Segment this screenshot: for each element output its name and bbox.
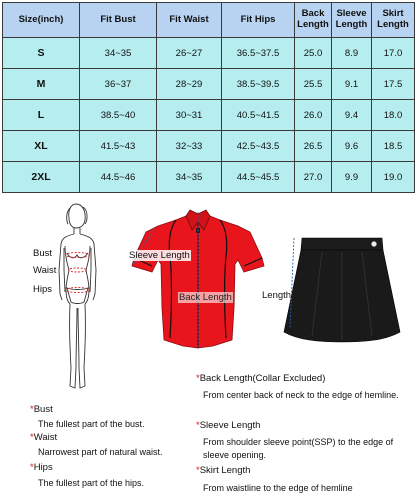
black-skirt-figure [282, 232, 416, 352]
body-outline-figure [50, 198, 120, 396]
header-fit-hips: Fit Hips [222, 3, 295, 38]
waist-cell: 34~35 [157, 162, 222, 193]
size-chart-table [2, 2, 415, 193]
back-length-definition-key: *Back Length(Collar Excluded) [196, 373, 326, 384]
table-header-row [3, 3, 415, 38]
hips-definition-key: *Hips [30, 462, 53, 473]
header-fit-bust: Fit Bust [80, 3, 157, 38]
header-sleeve-length: Sleeve Length [332, 3, 372, 38]
bust-definition-text: The fullest part of the bust. [38, 419, 145, 429]
size-cell: L [3, 100, 80, 131]
skirt-length-cell: 17.0 [372, 38, 415, 69]
back-length-definition-text: From center back of neck to the edge of hemline. [203, 390, 399, 400]
sleeve-length-definition-key: *Sleeve Length [196, 420, 261, 431]
header-size: Size(inch) [3, 3, 80, 38]
skirt-length-cell: 19.0 [372, 162, 415, 193]
size-cell: 2XL [3, 162, 80, 193]
hips-cell: 36.5~37.5 [222, 38, 295, 69]
waist-cell: 30~31 [157, 100, 222, 131]
sleeve-length-cell: 8.9 [332, 38, 372, 69]
size-cell: M [3, 69, 80, 100]
size-cell: S [3, 38, 80, 69]
back-length-cell: 25.5 [295, 69, 332, 100]
bust-definition-key: *Bust [30, 404, 53, 415]
back-length-label: Back Length [179, 292, 232, 303]
table-row [3, 100, 415, 131]
bust-cell: 38.5~40 [80, 100, 157, 131]
waist-cell: 26~27 [157, 38, 222, 69]
waist-cell: 32~33 [157, 131, 222, 162]
sleeve-length-cell: 9.6 [332, 131, 372, 162]
sleeve-length-label: Sleeve Length [129, 250, 190, 261]
sleeve-length-cell: 9.9 [332, 162, 372, 193]
size-cell: XL [3, 131, 80, 162]
table-row [3, 131, 415, 162]
table-row [3, 162, 415, 193]
bust-cell: 36~37 [80, 69, 157, 100]
hips-cell: 42.5~43.5 [222, 131, 295, 162]
waist-label: Waist [33, 265, 57, 276]
skirt-length-cell: 18.5 [372, 131, 415, 162]
bust-cell: 34~35 [80, 38, 157, 69]
back-length-cell: 25.0 [295, 38, 332, 69]
hips-cell: 40.5~41.5 [222, 100, 295, 131]
back-length-cell: 26.0 [295, 100, 332, 131]
bust-cell: 41.5~43 [80, 131, 157, 162]
sleeve-length-cell: 9.4 [332, 100, 372, 131]
sleeve-length-cell: 9.1 [332, 69, 372, 100]
skirt-length-definition-key: *Skirt Length [196, 465, 251, 476]
hips-definition-text: The fullest part of the hips. [38, 478, 145, 488]
skirt-length-cell: 17.5 [372, 69, 415, 100]
table-row [3, 38, 415, 69]
skirt-length-definition-text: From waistline to the edge of hemline [203, 483, 353, 493]
back-length-cell: 26.5 [295, 131, 332, 162]
header-skirt-length: Skirt Length [372, 3, 415, 38]
skirt-length-cell: 18.0 [372, 100, 415, 131]
back-length-cell: 27.0 [295, 162, 332, 193]
hips-label: Hips [33, 284, 53, 295]
waist-definition-text: Narrowest part of natural waist. [38, 447, 163, 457]
sleeve-length-definition-text: From shoulder sleeve point(SSP) to the edge of sleeve opening. [203, 437, 394, 461]
header-back-length: Back Length [295, 3, 332, 38]
hips-cell: 38.5~39.5 [222, 69, 295, 100]
skirt-length-label: Length [262, 290, 292, 301]
waist-definition-key: *Waist [30, 432, 58, 443]
red-shirt-figure [128, 208, 268, 352]
hips-cell: 44.5~45.5 [222, 162, 295, 193]
waist-cell: 28~29 [157, 69, 222, 100]
bust-label: Bust [33, 248, 53, 259]
bust-cell: 44.5~46 [80, 162, 157, 193]
table-row [3, 69, 415, 100]
header-fit-waist: Fit Waist [157, 3, 222, 38]
